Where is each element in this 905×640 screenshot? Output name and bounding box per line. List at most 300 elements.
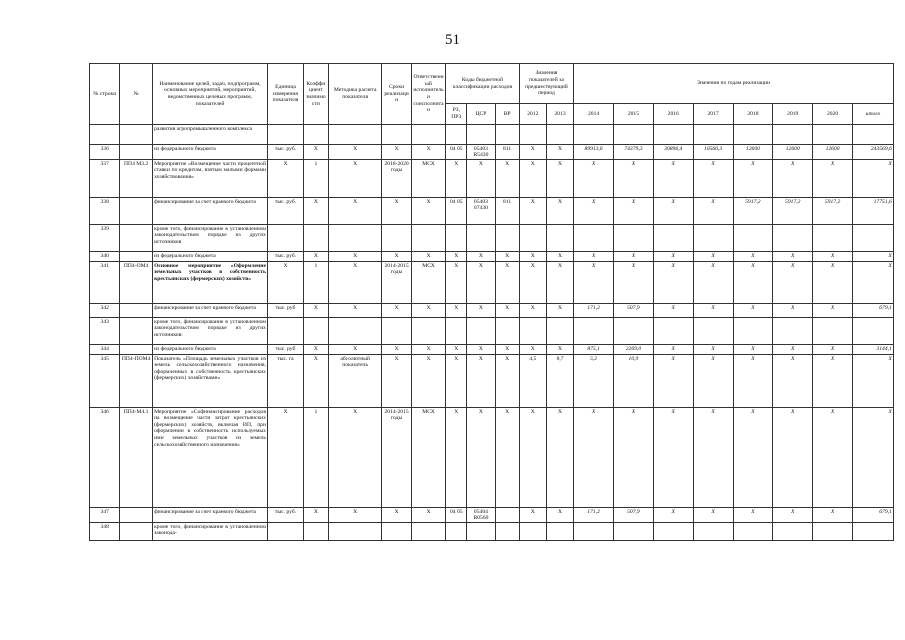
table-row <box>90 523 894 541</box>
row-total <box>852 125 893 145</box>
row-2012 <box>519 318 546 345</box>
row-vr: X <box>495 408 519 508</box>
row-csr: 05404 R0560 <box>467 508 495 523</box>
row-2013 <box>546 318 573 345</box>
row-2016 <box>653 225 693 252</box>
row-number: 338 <box>90 198 120 225</box>
row-number: 341 <box>90 262 120 304</box>
row-2018: X <box>733 345 773 355</box>
header-terms: Сроки реализации <box>382 64 411 125</box>
row-2019: X <box>773 345 813 355</box>
row-vr <box>495 318 519 345</box>
row-2015: 10,9 <box>614 355 654 408</box>
row-terms <box>382 523 411 541</box>
row-executor: X <box>411 198 446 225</box>
row-2013: X <box>546 304 573 318</box>
row-2019: 5917,2 <box>773 198 813 225</box>
row-unit: тыс. руб. <box>268 145 304 160</box>
row-code: ПП4-ПОМ4 <box>120 355 152 408</box>
row-2020: 5917,2 <box>813 198 853 225</box>
row-executor: X <box>411 252 446 262</box>
row-coefficient <box>303 125 328 145</box>
row-total: X <box>852 408 893 508</box>
row-total <box>852 318 893 345</box>
row-name: из федерального бюджета <box>152 252 267 262</box>
row-total: 3144,1 <box>852 345 893 355</box>
row-code: ПП4-М4.1 <box>120 408 152 508</box>
row-2012 <box>519 125 546 145</box>
table-row <box>90 355 894 408</box>
row-executor: МСХ <box>411 408 446 508</box>
row-rz: 04 05 <box>446 198 467 225</box>
row-2016: X <box>653 355 693 408</box>
row-method <box>328 225 381 252</box>
row-unit: X <box>268 160 304 198</box>
row-2014: 171,2 <box>574 508 614 523</box>
row-2017: X <box>693 408 733 508</box>
row-terms: X <box>382 355 411 408</box>
row-csr: 05403 R5430 <box>467 145 495 160</box>
row-2018: X <box>733 408 773 508</box>
header-previous-period: Значения показателей за предшествующий период <box>519 64 574 104</box>
header-method: Методика расчета показателя <box>328 64 381 125</box>
row-executor <box>411 523 446 541</box>
row-terms: 2018-2020 годы <box>382 160 411 198</box>
row-coefficient: X <box>303 198 328 225</box>
row-2017: X <box>693 355 733 408</box>
row-csr: X <box>467 408 495 508</box>
row-method: X <box>328 304 381 318</box>
row-number: 340 <box>90 252 120 262</box>
row-rz: 04 05 <box>446 508 467 523</box>
row-total: X <box>852 160 893 198</box>
row-2012: X <box>519 345 546 355</box>
row-2017: X <box>693 345 733 355</box>
row-csr: 05403 07430 <box>467 198 495 225</box>
row-name: финансирование за счет краевого бюджета <box>152 198 267 225</box>
row-executor: МСХ <box>411 262 446 304</box>
row-coefficient: X <box>303 355 328 408</box>
row-2019: X <box>773 160 813 198</box>
row-2017 <box>693 318 733 345</box>
row-rz: 04 05 <box>446 145 467 160</box>
row-2019: X <box>773 355 813 408</box>
row-method <box>328 523 381 541</box>
row-2012: X <box>519 304 546 318</box>
header-2012: 2012 <box>519 104 546 125</box>
row-2017 <box>693 125 733 145</box>
row-2014 <box>574 125 614 145</box>
row-vr: X <box>495 355 519 408</box>
row-unit: X <box>268 262 304 304</box>
row-2020: X <box>813 262 853 304</box>
row-number: 346 <box>90 408 120 508</box>
table-row <box>90 160 894 198</box>
row-name: Основное мероприятие «Оформление земельных участков в собственность крестьянских (фермерских) хозяйств» <box>152 262 267 304</box>
row-2012: X <box>519 145 546 160</box>
row-total: X <box>852 355 893 408</box>
row-2020 <box>813 523 853 541</box>
row-2019 <box>773 125 813 145</box>
row-2015: 507,9 <box>614 304 654 318</box>
row-number: 344 <box>90 345 120 355</box>
row-unit <box>268 125 304 145</box>
row-csr <box>467 318 495 345</box>
row-2013 <box>546 225 573 252</box>
row-vr <box>495 523 519 541</box>
row-2015: X <box>614 160 654 198</box>
row-executor: X <box>411 508 446 523</box>
row-2015 <box>614 523 654 541</box>
row-name: из федерального бюджета <box>152 345 267 355</box>
header-2017: 2017 <box>693 104 733 125</box>
row-2018: 5917,2 <box>733 198 773 225</box>
row-name: Мероприятие «Софинансирование расходов на возмещение части затрат крестьянских (фермерских) хозяйств, включая ИП, при оформлении в собственность используемых ими земельных участков из земель сельскохозяйственного назначения» <box>152 408 267 508</box>
row-2017: X <box>693 160 733 198</box>
row-code <box>120 345 152 355</box>
row-code <box>120 252 152 262</box>
row-executor: X <box>411 345 446 355</box>
row-2015 <box>614 225 654 252</box>
row-vr: 811 <box>495 198 519 225</box>
row-csr: X <box>467 160 495 198</box>
row-rz: X <box>446 304 467 318</box>
row-2014 <box>574 225 614 252</box>
row-method: X <box>328 145 381 160</box>
row-code <box>120 523 152 541</box>
row-coefficient: X <box>303 304 328 318</box>
row-rz: X <box>446 355 467 408</box>
row-vr: X <box>495 345 519 355</box>
row-rz: X <box>446 252 467 262</box>
row-2019 <box>773 523 813 541</box>
header-2014: 2014 <box>574 104 614 125</box>
row-csr: X <box>467 252 495 262</box>
row-terms <box>382 225 411 252</box>
header-years: Значения по годам реализации <box>574 64 894 104</box>
row-vr <box>495 125 519 145</box>
row-unit: тыс. руб. <box>268 252 304 262</box>
row-vr: 811 <box>495 145 519 160</box>
row-code: ПП4 М3.2 <box>120 160 152 198</box>
row-csr <box>467 523 495 541</box>
row-2020 <box>813 318 853 345</box>
row-2016 <box>653 125 693 145</box>
row-unit <box>268 318 304 345</box>
row-name: Показатель «Площадь земельных участков из земель сельскохозяйственного назначения, оформленных в собственность крестьянских (фермерских) хозяйствами» <box>152 355 267 408</box>
row-2012: X <box>519 252 546 262</box>
row-2020: X <box>813 408 853 508</box>
row-code <box>120 145 152 160</box>
row-2017: X <box>693 508 733 523</box>
row-2017 <box>693 225 733 252</box>
row-2015: X <box>614 252 654 262</box>
row-2018: X <box>733 252 773 262</box>
row-2020: X <box>813 160 853 198</box>
row-2012: X <box>519 408 546 508</box>
row-number <box>90 125 120 145</box>
row-terms: X <box>382 345 411 355</box>
row-2015 <box>614 125 654 145</box>
header-budget-codes: Коды бюджетной классификации расходов <box>446 64 519 104</box>
row-2018 <box>733 125 773 145</box>
header-row-number: № строки <box>90 64 120 125</box>
row-2018 <box>733 523 773 541</box>
row-unit: тыс. руб <box>268 304 304 318</box>
row-number: 336 <box>90 145 120 160</box>
table-row <box>90 225 894 252</box>
row-2015: X <box>614 262 654 304</box>
table-row <box>90 145 894 160</box>
header-total: итого <box>852 104 893 125</box>
row-rz <box>446 523 467 541</box>
row-2019: 12600 <box>773 145 813 160</box>
row-2020 <box>813 125 853 145</box>
row-2020: X <box>813 252 853 262</box>
row-executor: МСХ <box>411 160 446 198</box>
row-name: из федерального бюджета <box>152 145 267 160</box>
row-2014: 89913,6 <box>574 145 614 160</box>
row-number: 337 <box>90 160 120 198</box>
row-2014: X <box>574 198 614 225</box>
row-rz: X <box>446 345 467 355</box>
row-2015: X <box>614 408 654 508</box>
row-2015: 74379,3 <box>614 145 654 160</box>
header-2019: 2019 <box>773 104 813 125</box>
row-terms: 2014-2015 годы <box>382 262 411 304</box>
row-2012 <box>519 523 546 541</box>
row-code <box>120 198 152 225</box>
row-2014: X <box>574 160 614 198</box>
row-total <box>852 225 893 252</box>
row-coefficient: 1 <box>303 262 328 304</box>
row-2013 <box>546 125 573 145</box>
row-number: 347 <box>90 508 120 523</box>
header-name: Наименование целей, задач, подпрограмм, основных мероприятий, мероприятий, ведомственных целевых программ, показателей <box>152 64 267 125</box>
row-number: 339 <box>90 225 120 252</box>
row-name: кроме того, финансирование в установленном законода- <box>152 523 267 541</box>
row-terms: 2014-2015 годы <box>382 408 411 508</box>
row-code <box>120 304 152 318</box>
header-rz: РЗ, ПРЗ <box>446 104 467 125</box>
row-method: X <box>328 262 381 304</box>
row-total: 679,1 <box>852 508 893 523</box>
row-2020: X <box>813 355 853 408</box>
row-2018 <box>733 318 773 345</box>
row-number: 345 <box>90 355 120 408</box>
row-2016: X <box>653 160 693 198</box>
row-unit: тыс. руб. <box>268 198 304 225</box>
row-2015: 507,9 <box>614 508 654 523</box>
row-terms: X <box>382 508 411 523</box>
row-2013: X <box>546 408 573 508</box>
row-rz: X <box>446 160 467 198</box>
row-coefficient <box>303 523 328 541</box>
row-2015 <box>614 318 654 345</box>
row-2014 <box>574 523 614 541</box>
header-2016: 2016 <box>653 104 693 125</box>
row-2017: X <box>693 198 733 225</box>
row-2019: X <box>773 408 813 508</box>
header-2015: 2015 <box>614 104 654 125</box>
row-unit: тыс. га <box>268 355 304 408</box>
row-code <box>120 508 152 523</box>
row-2016: X <box>653 252 693 262</box>
row-2013: X <box>546 345 573 355</box>
row-code <box>120 125 152 145</box>
row-2013: X <box>546 508 573 523</box>
row-2013: X <box>546 160 573 198</box>
row-unit: X <box>268 408 304 508</box>
row-2018: X <box>733 508 773 523</box>
row-name: кроме того, финансирование в установленном законодательством порядке из других источников: <box>152 318 267 345</box>
header-2013: 2013 <box>546 104 573 125</box>
row-2019: X <box>773 304 813 318</box>
row-method: X <box>328 345 381 355</box>
row-csr: X <box>467 262 495 304</box>
table-row <box>90 318 894 345</box>
row-terms: X <box>382 198 411 225</box>
table-row <box>90 262 894 304</box>
row-total: 17751,6 <box>852 198 893 225</box>
row-method: X <box>328 508 381 523</box>
table-row <box>90 345 894 355</box>
row-2012: X <box>519 160 546 198</box>
row-2013: X <box>546 252 573 262</box>
row-2016: X <box>653 262 693 304</box>
row-2020: X <box>813 508 853 523</box>
row-executor: X <box>411 304 446 318</box>
row-2017: X <box>693 304 733 318</box>
header-number: № <box>120 64 152 125</box>
row-2019: X <box>773 508 813 523</box>
row-2019 <box>773 225 813 252</box>
row-code <box>120 318 152 345</box>
row-2016 <box>653 523 693 541</box>
row-2014: X <box>574 252 614 262</box>
row-csr <box>467 225 495 252</box>
row-2019: X <box>773 262 813 304</box>
row-2016: 30896,4 <box>653 145 693 160</box>
row-2012 <box>519 225 546 252</box>
row-terms: X <box>382 304 411 318</box>
row-2013: X <box>546 262 573 304</box>
row-coefficient: X <box>303 252 328 262</box>
row-terms <box>382 125 411 145</box>
row-executor: X <box>411 355 446 408</box>
row-name: финансирование за счет краевого бюджета <box>152 508 267 523</box>
row-2018: 12600 <box>733 145 773 160</box>
row-method <box>328 125 381 145</box>
row-method: X <box>328 160 381 198</box>
row-2014: 875,1 <box>574 345 614 355</box>
row-2015: 2269,0 <box>614 345 654 355</box>
row-coefficient: 1 <box>303 160 328 198</box>
row-csr: X <box>467 355 495 408</box>
row-total <box>852 523 893 541</box>
row-2013: 8,7 <box>546 355 573 408</box>
row-2019: X <box>773 252 813 262</box>
row-total: 679,1 <box>852 304 893 318</box>
row-2014: X <box>574 262 614 304</box>
row-coefficient <box>303 225 328 252</box>
row-rz: X <box>446 262 467 304</box>
row-2014: 5,2 <box>574 355 614 408</box>
row-method: X <box>328 252 381 262</box>
row-unit <box>268 523 304 541</box>
row-executor <box>411 318 446 345</box>
row-vr: X <box>495 262 519 304</box>
row-2016: X <box>653 508 693 523</box>
row-vr: X <box>495 160 519 198</box>
row-2017: X <box>693 252 733 262</box>
row-2017 <box>693 523 733 541</box>
row-2018: X <box>733 304 773 318</box>
row-csr: X <box>467 345 495 355</box>
row-coefficient: X <box>303 145 328 160</box>
header-2018: 2018 <box>733 104 773 125</box>
row-2014: X <box>574 408 614 508</box>
row-2016: X <box>653 198 693 225</box>
table-row <box>90 125 894 145</box>
row-method: X <box>328 408 381 508</box>
table-row <box>90 304 894 318</box>
row-coefficient: X <box>303 508 328 523</box>
row-name: развития агропромышленного комплекса <box>152 125 267 145</box>
row-vr <box>495 508 519 523</box>
table-row <box>90 408 894 508</box>
row-2016: X <box>653 345 693 355</box>
row-name: финансирование за счет краевого бюджета <box>152 304 267 318</box>
row-2013 <box>546 523 573 541</box>
row-2012: X <box>519 508 546 523</box>
row-unit <box>268 225 304 252</box>
row-coefficient <box>303 318 328 345</box>
header-2020: 2020 <box>813 104 853 125</box>
row-2020: X <box>813 304 853 318</box>
row-rz: X <box>446 408 467 508</box>
table-row <box>90 252 894 262</box>
row-name: Мероприятие «Возмещение части процентной ставки по кредитам, взятым малыми формами хозяйствования» <box>152 160 267 198</box>
row-2018 <box>733 225 773 252</box>
row-2016: X <box>653 408 693 508</box>
row-executor: X <box>411 145 446 160</box>
row-terms: X <box>382 145 411 160</box>
row-2012: X <box>519 262 546 304</box>
row-vr: X <box>495 304 519 318</box>
row-terms <box>382 318 411 345</box>
row-vr <box>495 225 519 252</box>
header-csr: ЦСР <box>467 104 495 125</box>
row-method <box>328 318 381 345</box>
row-name: кроме того, финансирование в установленном законодательством порядке из других источников <box>152 225 267 252</box>
row-2019 <box>773 318 813 345</box>
row-total: 243569,6 <box>852 145 893 160</box>
row-2018: X <box>733 355 773 408</box>
row-unit: тыс. руб. <box>268 508 304 523</box>
row-2020 <box>813 225 853 252</box>
row-2014 <box>574 318 614 345</box>
row-number: 348 <box>90 523 120 541</box>
row-number: 343 <box>90 318 120 345</box>
header-coefficient: Коэффициент значимости <box>303 64 328 125</box>
row-csr: X <box>467 304 495 318</box>
row-vr: X <box>495 252 519 262</box>
row-2012: X <box>519 198 546 225</box>
row-2017: 10560,3 <box>693 145 733 160</box>
row-2020: X <box>813 345 853 355</box>
header-unit: Единица измерения показателя <box>268 64 304 125</box>
